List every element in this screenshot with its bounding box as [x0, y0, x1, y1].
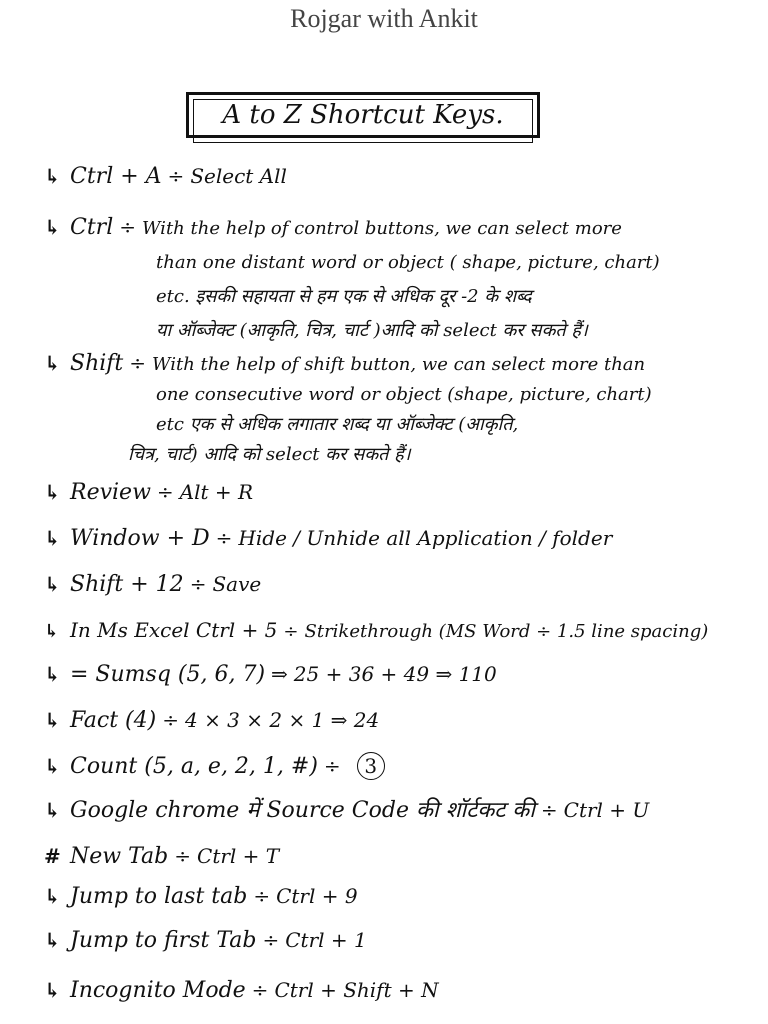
arrow-icon: [44, 166, 70, 186]
separator: ÷: [156, 480, 174, 504]
separator: ÷: [162, 708, 179, 732]
shortcut-entry: [44, 482, 734, 504]
separator: ÷: [189, 572, 207, 596]
shortcut-key: Review: [70, 480, 151, 505]
separator: ÷: [540, 798, 558, 822]
separator: ÷: [129, 351, 147, 375]
shortcut-key: Count (5, a, e, 2, 1, #): [70, 754, 318, 779]
shortcut-desc: Ctrl + U: [563, 798, 650, 822]
shortcut-entry: [44, 846, 734, 868]
page-title: A to Z Shortcut Keys.: [222, 100, 504, 130]
shortcut-desc: With the help of shift button, we can select more than: [152, 354, 646, 375]
shortcut-entry: [44, 800, 734, 822]
shortcut-desc: Strikethrough (MS Word ÷ 1.5 line spacing): [304, 621, 709, 642]
arrow-icon: [44, 756, 70, 776]
arrow-icon: [44, 482, 70, 502]
shortcut-key: Ctrl + A: [70, 164, 162, 189]
shortcut-entry: [44, 930, 734, 952]
arrow-icon: [44, 886, 70, 906]
shortcut-desc: 25 + 36 + 49 ⇒ 110: [293, 662, 497, 686]
arrow-icon: [44, 210, 70, 244]
shortcut-entry: [44, 752, 734, 780]
desc-line: चित्र, चार्ट) आदि को select कर सकते हैं।: [128, 444, 411, 465]
desc-line: etc. इसकी सहायता से हम एक से अधिक दूर -2 के शब्द: [156, 286, 532, 307]
shortcut-entry: [44, 664, 734, 686]
separator: ÷: [253, 884, 271, 908]
shortcut-desc: 4 × 3 × 2 × 1 ⇒ 24: [184, 708, 380, 732]
shortcut-key: Shift + 12: [70, 572, 184, 597]
arrow-icon: [44, 710, 70, 730]
shortcut-key: Google chrome में Source Code की शॉर्टकट की: [70, 798, 535, 823]
shortcut-key: = Sumsq (5, 6, 7): [70, 662, 266, 687]
separator: ÷: [119, 215, 136, 239]
arrow-icon: [44, 664, 70, 684]
separator: ÷: [215, 526, 233, 550]
shortcut-desc: Ctrl + 1: [285, 928, 367, 952]
separator: ÷: [323, 754, 341, 778]
desc-line: one consecutive word or object (shape, picture, chart): [156, 384, 652, 405]
separator: ⇒: [271, 662, 288, 686]
hash-marker: #: [44, 844, 61, 868]
shortcut-entry: [44, 528, 734, 550]
arrow-icon: [44, 980, 70, 1000]
shortcut-key: Shift: [70, 351, 124, 376]
shortcut-key: Window + D: [70, 526, 210, 551]
arrow-icon: [44, 348, 70, 378]
shortcut-desc: With the help of control buttons, we can select more: [142, 218, 622, 239]
desc-line: than one distant word or object ( shape, picture, chart): [156, 252, 660, 273]
shortcut-entry: [44, 210, 734, 348]
shortcut-entry: [44, 574, 734, 596]
separator: ÷: [283, 621, 299, 642]
shortcut-desc: Save: [212, 572, 262, 596]
shortcut-entry: [44, 348, 734, 470]
shortcut-desc: Alt + R: [179, 480, 254, 504]
separator: ÷: [174, 844, 192, 868]
arrow-icon: [44, 930, 70, 950]
shortcut-desc: Ctrl + 9: [276, 884, 358, 908]
shortcut-key: New Tab: [70, 844, 169, 869]
separator: ÷: [251, 978, 269, 1002]
circled-answer: 3: [357, 752, 385, 780]
shortcut-key: Fact (4): [70, 708, 157, 733]
shortcut-key: Jump to last tab: [70, 884, 248, 909]
shortcut-key: Jump to first Tab: [70, 928, 257, 953]
shortcut-entry: [44, 710, 734, 732]
separator: ÷: [262, 928, 280, 952]
title-box: [186, 92, 540, 138]
desc-line: या ऑब्जेक्ट (आकृति, चित्र, चार्ट )आदि को select कर सकते हैं।: [156, 320, 588, 341]
shortcut-desc: Select All: [190, 164, 287, 188]
shortcut-entry: [44, 980, 734, 1002]
shortcut-entry: [44, 166, 734, 188]
shortcut-desc: Ctrl + Shift + N: [274, 978, 439, 1002]
arrow-icon: [44, 623, 70, 641]
desc-line: etc एक से अधिक लगातार शब्द या ऑब्जेक्ट (आकृति,: [156, 414, 519, 435]
shortcut-key: Incognito Mode: [70, 978, 246, 1003]
shortcut-entry: [44, 886, 734, 908]
shortcut-desc: Ctrl + T: [197, 844, 280, 868]
separator: ÷: [167, 164, 185, 188]
arrow-icon: [44, 528, 70, 548]
arrow-icon: [44, 574, 70, 594]
shortcut-key: In Ms Excel Ctrl + 5: [70, 618, 278, 642]
page-header: Rojgar with Ankit: [290, 4, 478, 33]
shortcut-entry: [44, 620, 734, 641]
arrow-icon: [44, 800, 70, 820]
shortcut-key: Ctrl: [70, 215, 114, 240]
shortcut-desc: Hide / Unhide all Application / folder: [238, 526, 613, 550]
